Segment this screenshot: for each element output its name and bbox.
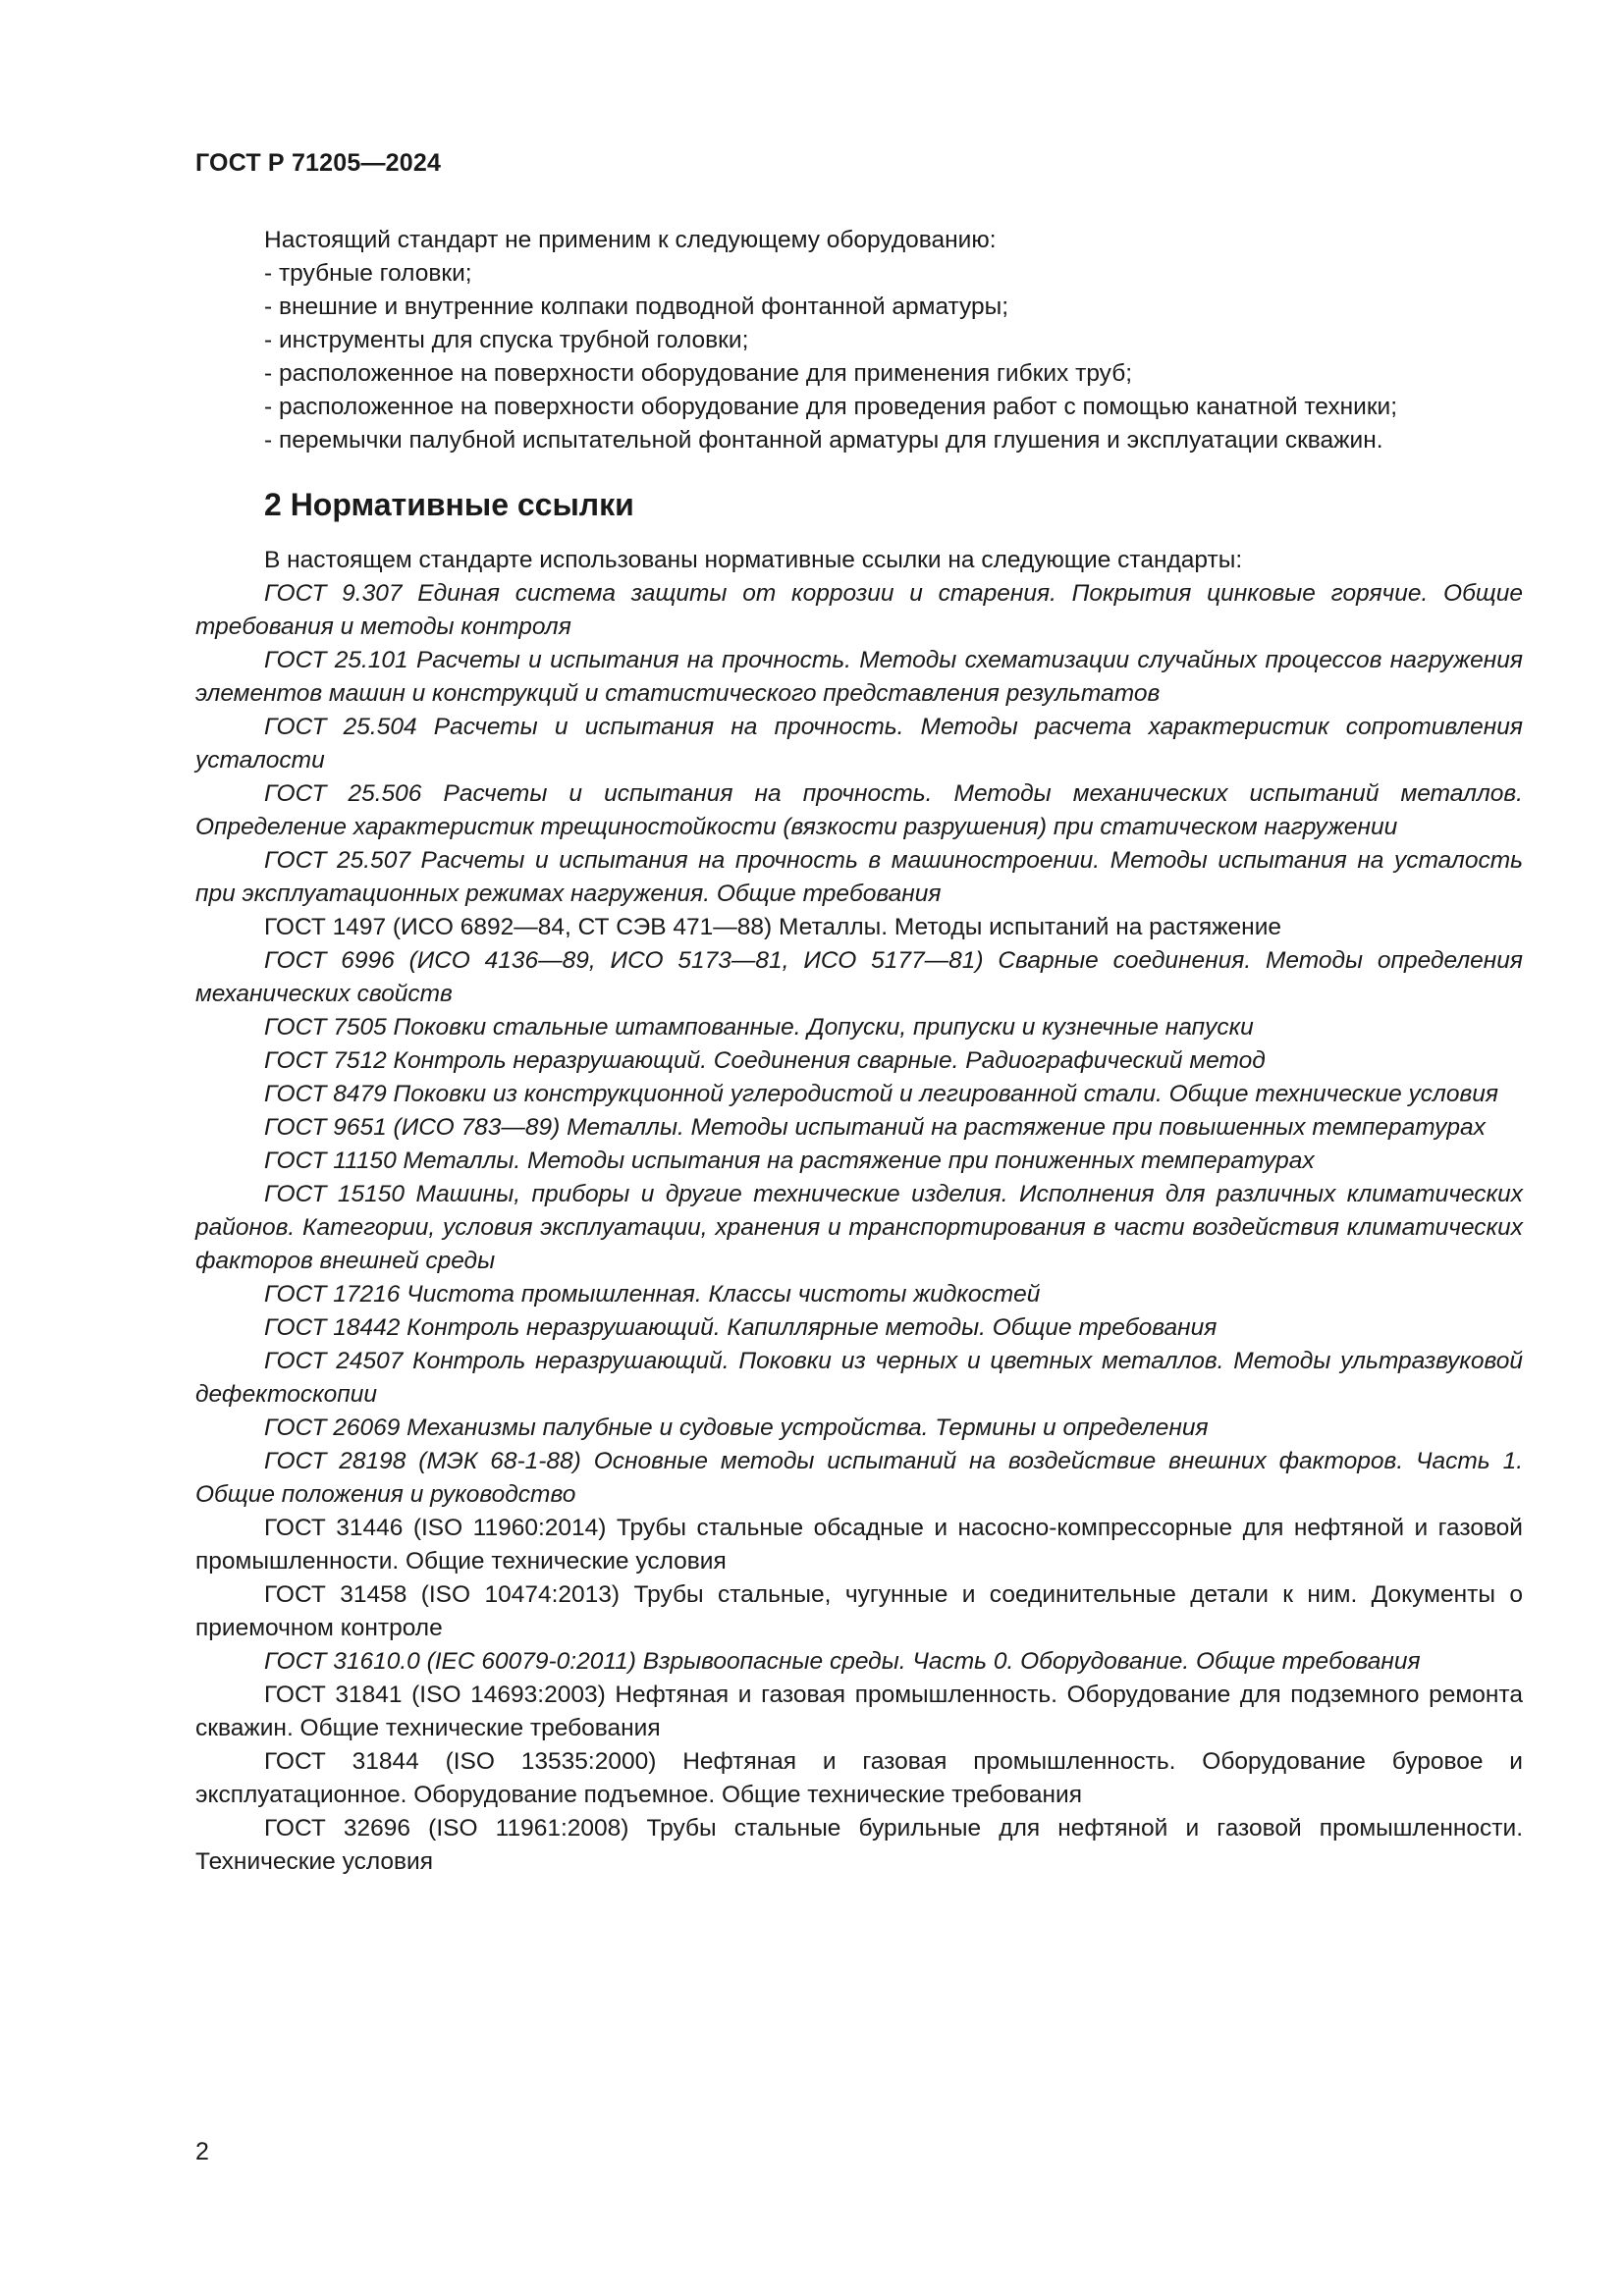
references-intro: В настоящем стандарте использованы нормативные ссылки на следующие стандарты: xyxy=(264,547,1243,573)
normative-reference-item: ГОСТ 32696 (ISO 11961:2008) Трубы стальные бурильные для нефтяной и газовой промышленности. Технические условия xyxy=(195,1815,1523,1875)
normative-reference-item: ГОСТ 31844 (ISO 13535:2000) Нефтяная и газовая промышленность. Оборудование буровое и эксплуатационное. Оборудование подъемное. Общие технические требования xyxy=(195,1748,1523,1808)
normative-references-list xyxy=(195,577,1523,1879)
normative-reference-item: ГОСТ 9651 (ИСО 783—89) Металлы. Методы испытаний на растяжение при повышенных температурах xyxy=(264,1114,1486,1141)
scope-exclusion-list xyxy=(195,257,1523,457)
normative-reference-item: ГОСТ 18442 Контроль неразрушающий. Капиллярные методы. Общие требования xyxy=(264,1314,1218,1341)
normative-reference-item: ГОСТ 25.504 Расчеты и испытания на прочность. Методы расчета характеристик сопротивления усталости xyxy=(195,714,1523,774)
normative-reference-item: ГОСТ 26069 Механизмы палубные и судовые устройства. Термины и определения xyxy=(264,1415,1209,1441)
normative-reference-item: ГОСТ 11150 Металлы. Методы испытания на растяжение при пониженных температурах xyxy=(264,1148,1315,1174)
normative-reference-item: ГОСТ 31446 (ISO 11960:2014) Трубы стальные обсадные и насосно-компрессорные для нефтяной и газовой промышленности. Общие технические условия xyxy=(195,1515,1523,1575)
normative-reference-item: ГОСТ 25.507 Расчеты и испытания на прочность в машиностроении. Методы испытания на усталость при эксплуатационных режимах нагружения. Общие требования xyxy=(195,847,1523,907)
normative-reference-item: ГОСТ 7512 Контроль неразрушающий. Соединения сварные. Радиографический метод xyxy=(264,1047,1266,1074)
scope-exclusion-item: - трубные головки; xyxy=(264,260,472,287)
normative-reference-item: ГОСТ 8479 Поковки из конструкционной углеродистой и легированной стали. Общие технические условия xyxy=(264,1081,1498,1107)
document-code-header: ГОСТ Р 71205—2024 xyxy=(195,149,442,177)
normative-reference-item: ГОСТ 25.506 Расчеты и испытания на прочность. Методы механических испытаний металлов. Определение характеристик трещиностойкости (вязкости разрушения) при статическом нагружении xyxy=(195,780,1523,840)
normative-reference-item: ГОСТ 24507 Контроль неразрушающий. Поковки из черных и цветных металлов. Методы ультразвуковой дефектоскопии xyxy=(195,1348,1523,1408)
normative-reference-item: ГОСТ 31610.0 (IEC 60079-0:2011) Взрывоопасные среды. Часть 0. Оборудование. Общие требования xyxy=(264,1648,1421,1675)
scope-exclusion-item: - расположенное на поверхности оборудование для применения гибких труб; xyxy=(264,360,1133,387)
document-body xyxy=(195,224,1523,1879)
scope-exclusion-item: - внешние и внутренние колпаки подводной фонтанной арматуры; xyxy=(264,294,1009,320)
normative-reference-item: ГОСТ 9.307 Единая система защиты от коррозии и старения. Покрытия цинковые горячие. Общие требования и методы контроля xyxy=(195,580,1523,640)
scope-exclusion-item: - расположенное на поверхности оборудование для проведения работ с помощью канатной техники; xyxy=(264,394,1398,420)
normative-reference-item: ГОСТ 7505 Поковки стальные штампованные. Допуски, припуски и кузнечные напуски xyxy=(264,1014,1254,1041)
normative-reference-item: ГОСТ 15150 Машины, приборы и другие технические изделия. Исполнения для различных климатических районов. Категории, условия эксплуатации, хранения и транспортирования в части воздействия климатических факторов внешней среды xyxy=(195,1181,1523,1274)
scope-exclusion-item: - инструменты для спуска трубной головки; xyxy=(264,327,749,353)
normative-reference-item: ГОСТ 31841 (ISO 14693:2003) Нефтяная и газовая промышленность. Оборудование для подземного ремонта скважин. Общие технические требования xyxy=(195,1682,1523,1741)
normative-reference-item: ГОСТ 17216 Чистота промышленная. Классы чистоты жидкостей xyxy=(264,1281,1041,1308)
scope-exclusion-item: - перемычки палубной испытательной фонтанной арматуры для глушения и эксплуатации скважин. xyxy=(264,427,1383,454)
normative-reference-item: ГОСТ 31458 (ISO 10474:2013) Трубы стальные, чугунные и соединительные детали к ним. Документы о приемочном контроле xyxy=(195,1581,1523,1641)
normative-reference-item: ГОСТ 1497 (ИСО 6892—84, СТ СЭВ 471—88) Металлы. Методы испытаний на растяжение xyxy=(264,914,1282,940)
normative-reference-item: ГОСТ 28198 (МЭК 68-1-88) Основные методы испытаний на воздействие внешних факторов. Часть 1. Общие положения и руководство xyxy=(195,1448,1523,1508)
scope-intro: Настоящий стандарт не применим к следующему оборудованию: xyxy=(264,227,997,253)
normative-reference-item: ГОСТ 25.101 Расчеты и испытания на прочность. Методы схематизации случайных процессов нагружения элементов машин и конструкций и статистического представления результатов xyxy=(195,647,1523,707)
section-title: 2 Нормативные ссылки xyxy=(264,487,634,522)
normative-reference-item: ГОСТ 6996 (ИСО 4136—89, ИСО 5173—81, ИСО 5177—81) Сварные соединения. Методы определения механических свойств xyxy=(195,947,1523,1007)
page-number: 2 xyxy=(195,2138,209,2165)
